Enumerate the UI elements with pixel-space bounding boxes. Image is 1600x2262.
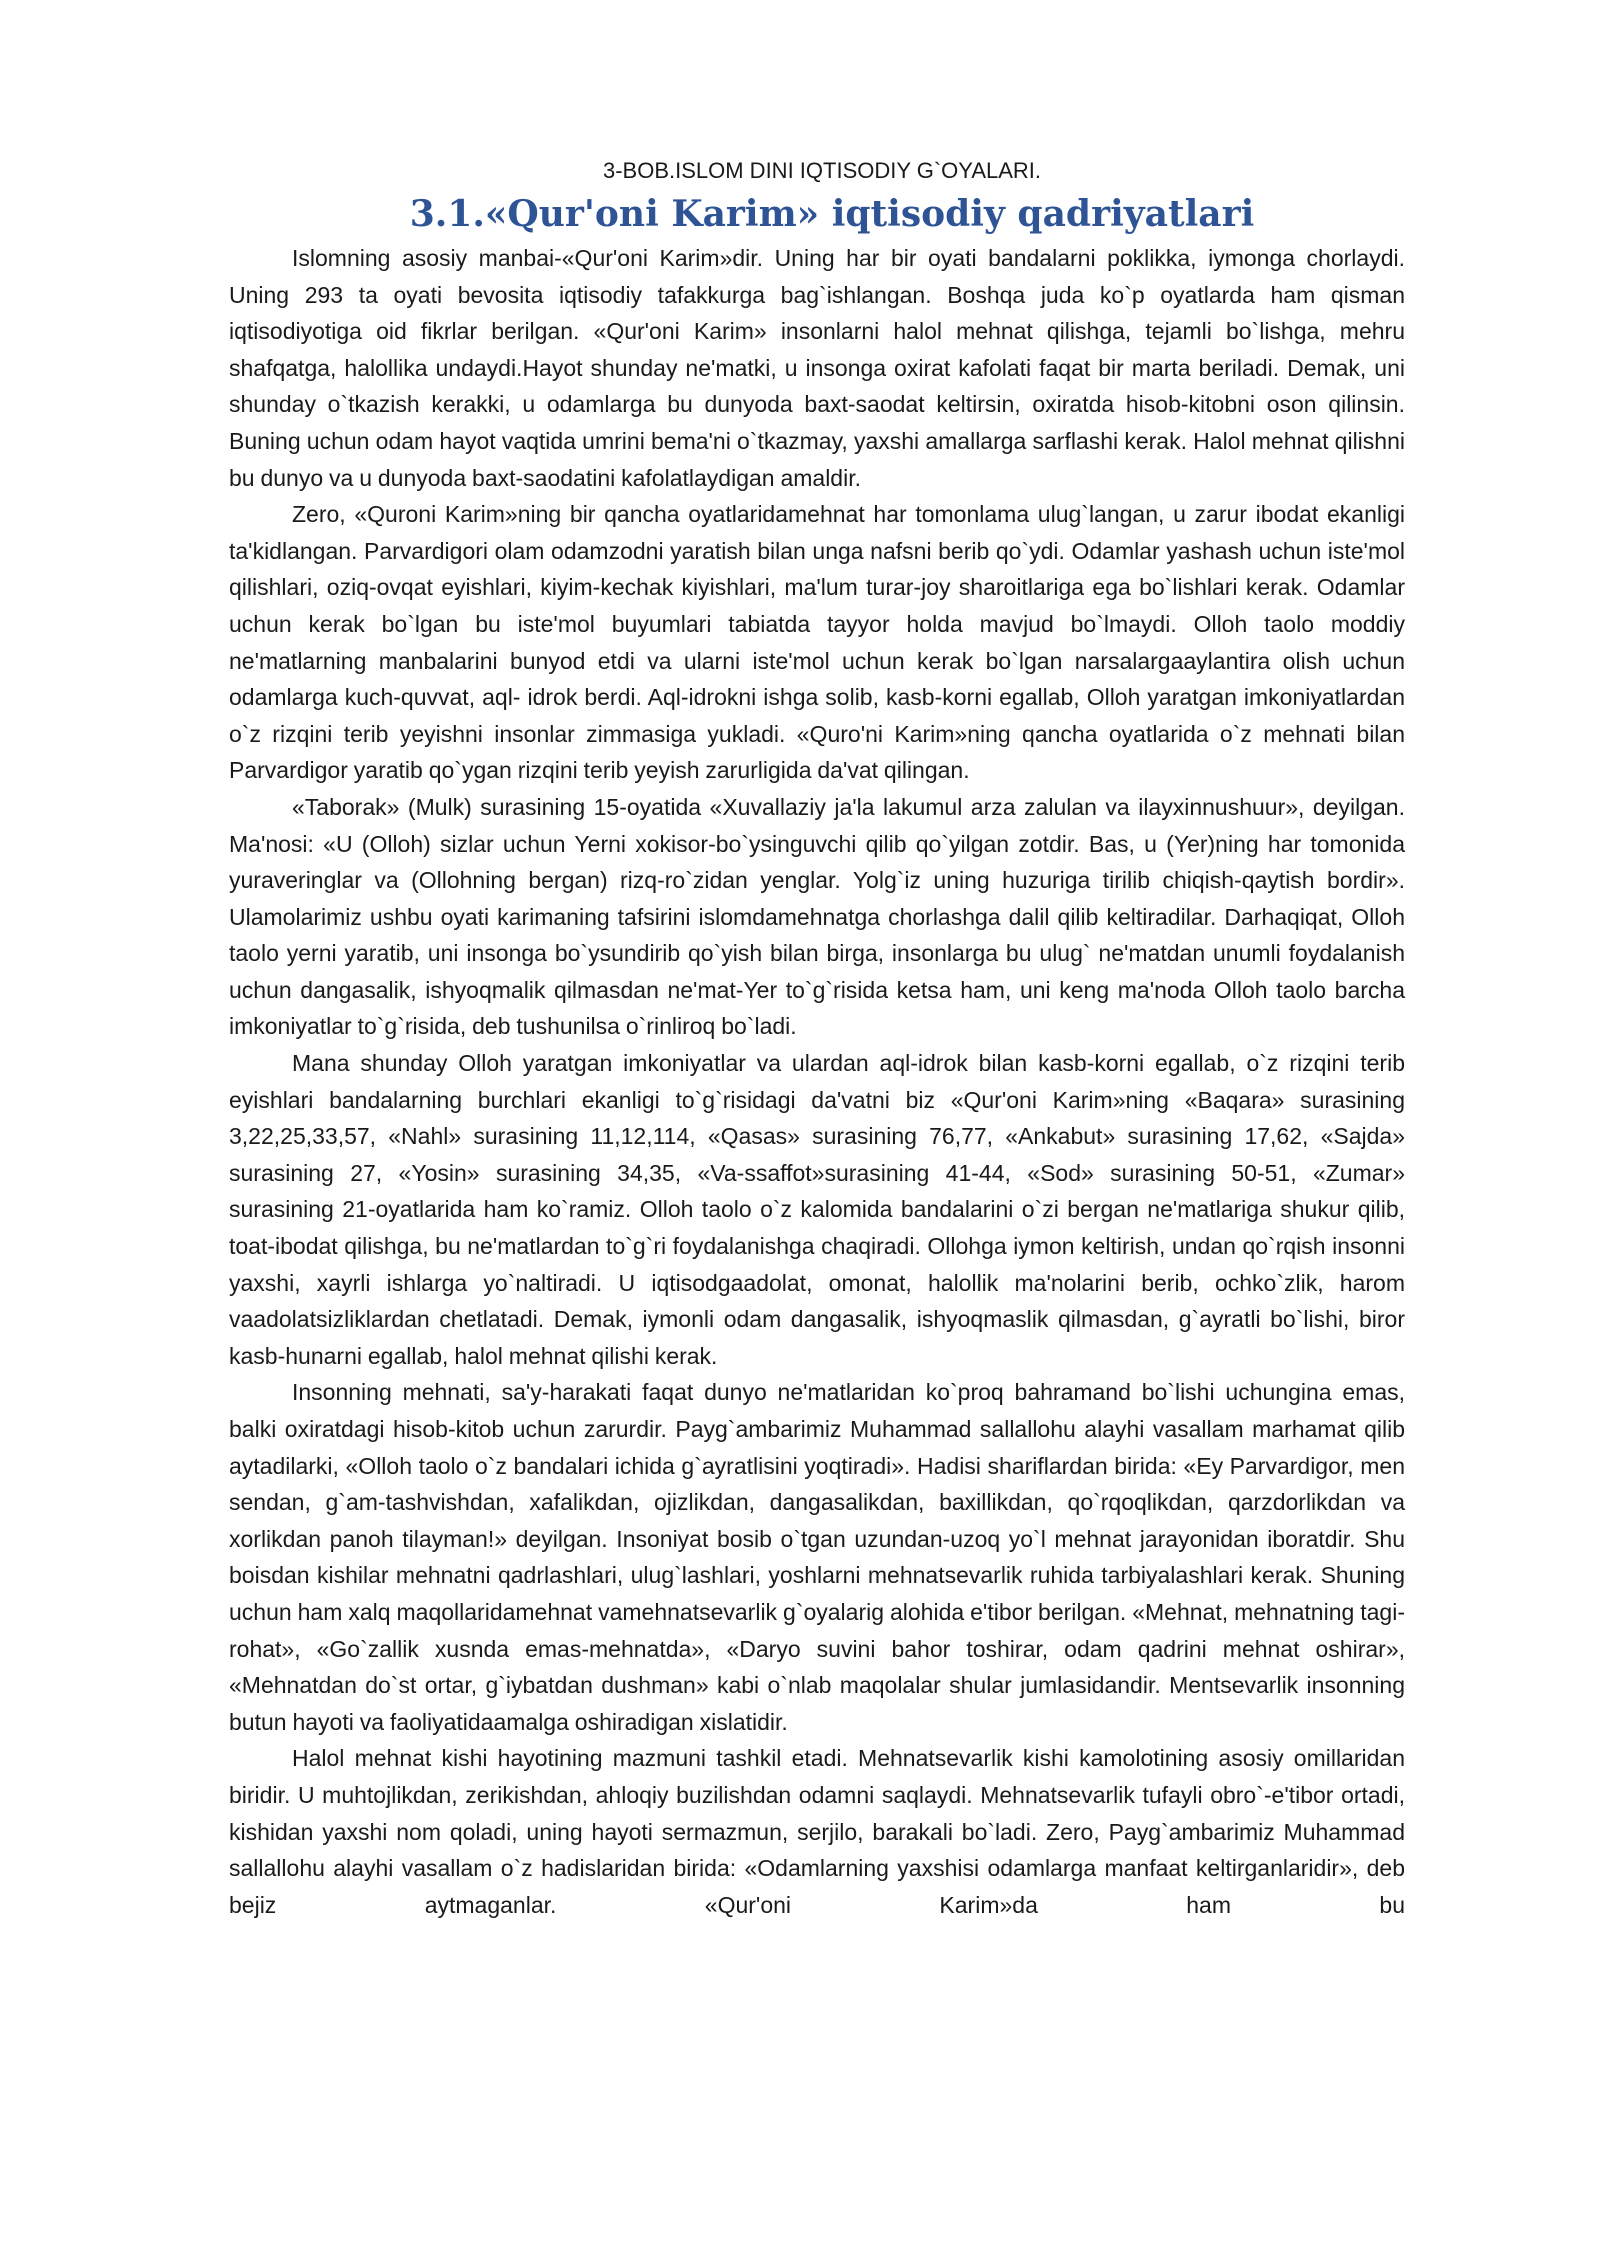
paragraph-3: «Taborak» (Mulk) surasining 15-oyatida «Xuvallaziy ja'la lakumul arza zalulan va ilayxinnushuur», deyilgan. Ma'nosi: «U (Olloh) sizlar uchun Yerni xokisor-bo`ysinguvchi qilib qo`yilgan zotdir. Bas, u (Yer)ning har tomonida yuraveringlar va (Ollohning bergan) rizq-ro`zidan yenglar. Yolg`iz uning huzuriga tirilib chiqish-qaytish bordir». Ulamolarimiz ushbu oyati karimaning tafsirini islomdamehnatga chorlashga dalil qilib keltiradilar. Darhaqiqat, Olloh taolo yerni yaratib, uni insonga bo`ysundirib qo`yish bilan birga, insonlarga bu ulug` ne'matdan unumli foydalanish uchun dangasalik, ishyoqmalik qilmasdan ne'mat-Yer to`g`risida ketsa ham, uni keng ma'noda Olloh taolo barcha imkoniyatlar to`g`risida, deb tushunilsa o`rinliroq bo`ladi.: [229, 793, 1405, 1040]
paragraph-4: Mana shunday Olloh yaratgan imkoniyatlar va ulardan aql-idrok bilan kasb-korni egallab, o`z rizqini terib eyishlari bandalarning burchlari ekanligi to`g`risidagi da'vatni biz «Qur'oni Karim»ning «Baqara» surasining 3,22,25,33,57, «Nahl» surasining 11,12,114, «Qasas» surasining 76,77, «Ankabut» surasining 17,62, «Sajda» surasining 27, «Yosin» surasining 34,35, «Va-ssaffot»surasining 41-44, «Sod» surasining 50-51, «Zumar» surasining 21-oyatlarida ham ko`ramiz. Olloh taolo o`z kalomida bandalarini o`zi bergan ne'matlariga shukur qilib, toat-ibodat qilishga, bu ne'matlardan to`g`ri foydalanishga chaqiradi. Ollohga iymon keltirish, undan qo`rqish insonni yaxshi, xayrli ishlarga yo`naltiradi. U iqtisodgaadolat, omonat, halollik ma'nolarini berib, ochko`zlik, harom vaadolatsizliklardan chetlatadi. Demak, iymonli odam dangasalik, ishyoqmaslik qilmasdan, g`ayratli bo`lishi, biror kasb-hunarni egallab, halol mehnat qilishi kerak.: [229, 1050, 1405, 1369]
paragraph-6: Halol mehnat kishi hayotining mazmuni tashkil etadi. Mehnatsevarlik kishi kamolotining asosiy omillaridan biridir. U muhtojlikdan, zerikishdan, ahloqiy buzilishdan odamni saqlaydi. Mehnatsevarlik tufayli obro`-e'tibor ortadi, kishidan yaxshi nom qoladi, uning hayoti sermazmun, serjilo, barakali bo`ladi. Zero, Payg`ambarimiz Muhammad sallallohu alayhi vasallam o`z hadislaridan birida: «Odamlarning yaxshisi odamlarga manfaat keltirganlaridir», deb bejiz aytmaganlar. «Qur'oni Karim»da ham bu: [229, 1745, 1405, 1918]
section-title: 3.1.«Qur'oni Karim» iqtisodiy qadriyatlari: [409, 193, 1255, 235]
paragraph-1: Islomning asosiy manbai-«Qur'oni Karim»dir. Uning har bir oyati bandalarni poklikka, iymonga chorlaydi. Uning 293 ta oyati bevosita iqtisodiy tafakkurga bag`ishlangan. Boshqa juda ko`p oyatlarda ham qisman iqtisodiyotiga oid fikrlar berilgan. «Qur'oni Karim» insonlarni halol mehnat qilishga, tejamli bo`lishga, mehru shafqatga, halollika undaydi.Hayot shunday ne'matki, u insonga oxirat kafolati faqat bir marta beriladi. Demak, uni shunday o`tkazish kerakki, u odamlarga bu dunyoda baxt-saodat keltirsin, oxiratda hisob-kitobni oson qilinsin. Buning uchun odam hayot vaqtida umrini bema'ni o`tkazmay, yaxshi amallarga sarflashi kerak. Halol mehnat qilishni bu dunyo va u dunyoda baxt-saodatini kafolatlaydigan amaldir.: [229, 245, 1405, 491]
paragraph-2: Zero, «Quroni Karim»ning bir qancha oyatlaridamehnat har tomonlama ulug`langan, u zarur ibodat ekanligi ta'kidlangan. Parvardigori olam odamzodni yaratish bilan unga nafsni berib qo`ydi. Odamlar yashash uchun iste'mol qilishlari, oziq-ovqat eyishlari, kiyim-kechak kiyishlari, ma'lum turar-joy sharoitlariga ega bo`lishlari kerak. Odamlar uchun kerak bo`lgan bu iste'mol buyumlari tabiatda tayyor holda mavjud bo`lmaydi. Olloh taolo moddiy ne'matlarning manbalarini bunyod etdi va ularni iste'mol uchun kerak bo`lgan narsalargaaylantira olish uchun odamlarga kuch-quvvat, aql- idrok berdi. Aql-idrokni ishga solib, kasb-korni egallab, Olloh yaratgan imkoniyatlardan o`z rizqini terib yeyishni insonlar zimmasiga yukladi. «Quro'ni Karim»ning qancha oyatlarida o`z mehnati bilan Parvardigor yaratib qo`ygan rizqini terib yeyish zarurligida da'vat qilingan.: [229, 501, 1405, 784]
chapter-heading: 3-BOB.ISLOM DINI IQTISODIY G`OYALARI.: [602, 158, 1042, 183]
paragraph-5: Insonning mehnati, sa'y-harakati faqat dunyo ne'matlaridan ko`proq bahramand bo`lishi uchungina emas, balki oxiratdagi hisob-kitob uchun zarurdir. Payg`ambarimiz Muhammad sallallohu alayhi vasallam marhamat qilib aytadilarki, «Olloh taolo o`z bandalari ichida g`ayratlisini yoqtiradi». Hadisi shariflardan birida: «Ey Parvardigor, men sendan, g`am-tashvishdan, xafalikdan, ojizlikdan, dangasalikdan, baxillikdan, qo`rqoqlikdan, qarzdorlikdan va xorlikdan panoh tilayman!» deyilgan. Insoniyat bosib o`tgan uzundan-uzoq yo`l mehnat jarayonidan iboratdir. Shu boisdan kishilar mehnatni qadrlashlari, ulug`lashlari, yoshlarni mehnatsevarlik ruhida tarbiyalashlari kerak. Shuning uchun ham xalq maqollaridamehnat vamehnatsevarlik g`oyalarig alohida e'tibor berilgan. «Mehnat, mehnatning tagi-rohat», «Go`zallik xusnda emas-mehnatda», «Daryo suvini bahor toshirar, odam qadrini mehnat oshirar», «Mehnatdan do`st ortar, g`iybatdan dushman» kabi o`nlab maqolalar shular jumlasidandir. Mentsevarlik insonning butun hayoti va faoliyatidaamalga oshiradigan xislatidir.: [229, 1379, 1405, 1735]
document-page: [229, 150, 1405, 1923]
